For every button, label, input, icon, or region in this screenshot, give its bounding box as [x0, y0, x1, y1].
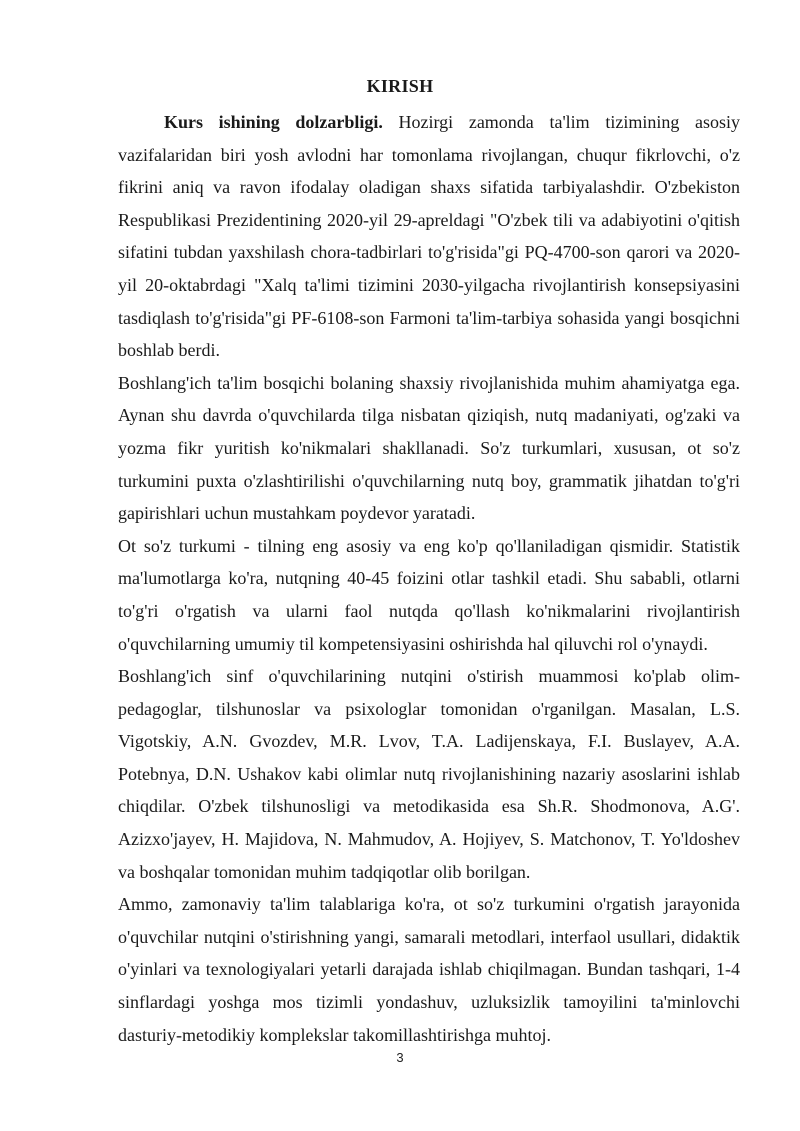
- paragraph-primary-education: Boshlang'ich ta'lim bosqichi bolaning shaxsiy rivojlanishida muhim ahamiyatga ega. Aynan shu davrda o'quvchilarda tilga nisbatan qiziqish, nutq madaniyati, og'zaki va yozma fikr yuritish ko'nikmalari shakllanadi. So'z turkumlari, xususan, ot so'z turkumini puxta o'zlashtirilishi o'quvchilarning nutq boy, grammatik jihatdan to'g'ri gapirishlari uchun mustahkam poydevor yaratadi.: [118, 372, 740, 524]
- page-number: 3: [396, 1050, 404, 1065]
- page-title: KIRISH: [366, 76, 434, 96]
- paragraph-relevance: [118, 106, 740, 367]
- paragraph-lead: Kurs ishining dolzarbligi.: [164, 112, 383, 132]
- paragraph-text: Hozirgi zamonda ta'lim tizimining asosiy vazifalaridan biri yosh avlodni har tomonlama rivojlangan, chuqur fikrlovchi, o'z fikrini aniq va ravon ifodalay oladigan shaxs sifatida tarbiyalashdir. O'zbekiston Respublikasi Prezidentining 2020-yil 29-apreldagi "O'zbek tili va adabiyotini o'qitish sifatini tubdan yaxshilash chora-tadbirlari to'g'risida"gi PQ-4700-son qarori va 2020-yil 20-oktabrdagi "Xalq ta'limi tizimini 2030-yilgacha rivojlantirish konsepsiyasini tasdiqlash to'g'risida"gi PF-6108-son Farmoni ta'lim-tarbiya sohasida yangi bosqichni boshlab berdi.: [118, 112, 740, 361]
- paragraph-scholars: Boshlang'ich sinf o'quvchilarining nutqini o'stirish muammosi ko'plab olim-pedagoglar, tilshunoslar va psixologlar tomonidan o'rganilgan. Masalan, L.S. Vigotskiy, A.N. Gvozdev, M.R. Lvov, T.A. Ladijenskaya, F.I. Buslayev, A.A. Potebnya, D.N. Ushakov kabi olimlar nutq rivojlanishining nazariy asoslarini ishlab chiqdilar. O'zbek tilshunosligi va metodikasida esa Sh.R. Shodmonova, A.G'. Azizxo'jayev, H. Majidova, N. Mahmudov, A. Hojiyev, S. Matchonov, T. Yo'ldoshev va boshqalar tomonidan muhim tadqiqotlar olib borilgan.: [118, 666, 740, 882]
- paragraph-noun-word-class: Ot so'z turkumi - tilning eng asosiy va eng ko'p qo'llaniladigan qismidir. Statistik ma'lumotlarga ko'ra, nutqning 40-45 foizini otlar tashkil etadi. Shu sababli, otlarni to'g'ri o'rgatish va ularni faol nutqda qo'llash ko'nikmalarini rivojlantirish o'quvchilarning umumiy til kompetensiyasini oshirishda hal qiluvchi rol o'ynaydi.: [118, 535, 740, 654]
- body-text: [118, 106, 740, 1051]
- paragraph-problem-statement: Ammo, zamonaviy ta'lim talablariga ko'ra, ot so'z turkumini o'rgatish jarayonida o'quvchilar nutqini o'stirishning yangi, samarali metodlari, interfaol usullari, didaktik o'yinlari va texnologiyalari yetarli darajada ishlab chiqilmagan. Bundan tashqari, 1-4 sinflardagi yoshga mos tizimli yondashuv, uzluksizlik tamoyilini ta'minlovchi dasturiy-metodikiy komplekslar takomillashtirishga muhtoj.: [118, 894, 740, 1045]
